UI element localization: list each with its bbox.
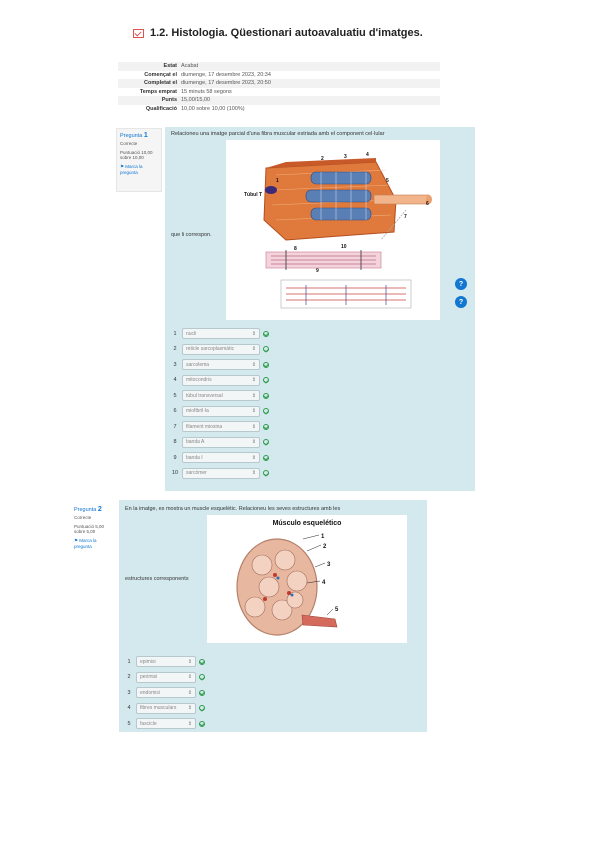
- correct-check-icon: [199, 659, 205, 665]
- select-arrow-icon: ⇕: [251, 361, 256, 368]
- svg-text:6: 6: [426, 201, 429, 207]
- select-arrow-icon: ⇕: [251, 330, 256, 337]
- answer-number: 5: [127, 720, 131, 727]
- correct-check-icon: [199, 721, 205, 727]
- answer-row: [170, 388, 269, 404]
- answer-number: 8: [173, 439, 177, 446]
- answer-number: 1: [173, 330, 177, 337]
- question-state: Correcte: [74, 515, 92, 520]
- answer-number: 3: [173, 361, 177, 368]
- answer-row: [170, 450, 269, 466]
- answer-row: [170, 373, 269, 389]
- correct-check-icon: [263, 470, 269, 476]
- answer-row: [124, 716, 205, 732]
- correct-check-icon: [263, 424, 269, 430]
- answer-row: [170, 466, 269, 482]
- svg-text:1: 1: [321, 534, 325, 540]
- summary-label: Temps emprat: [139, 88, 177, 95]
- summary-label: Començat el: [144, 71, 177, 78]
- question-2-answers: [124, 654, 205, 732]
- summary-label: Completat el: [143, 80, 177, 86]
- correct-check-icon: [263, 362, 269, 368]
- answer-select[interactable]: mitocondris ⇕: [182, 375, 260, 386]
- summary-value: 10,00 sobre 10,00 (100%): [181, 105, 245, 112]
- answer-number: 4: [173, 377, 177, 384]
- answer-select[interactable]: túbul transversal ⇕: [182, 390, 260, 401]
- summary-label: Punts: [161, 97, 177, 103]
- flag-question-link[interactable]: ⚑ Marca la pregunta: [74, 538, 97, 549]
- svg-text:8: 8: [294, 246, 297, 252]
- help-button[interactable]: ?: [455, 278, 467, 290]
- summary-value: 15 minuts 58 segons: [181, 88, 232, 95]
- flag-question-link[interactable]: ⚑ Marca la pregunta: [120, 164, 143, 175]
- answer-row: [170, 404, 269, 420]
- summary-value: 15,00/15,00: [181, 97, 211, 103]
- info-button[interactable]: ?: [455, 296, 467, 308]
- page-title: 1.2. Histologia. Qüestionari autoavaluatiu d'imatges.: [133, 27, 423, 39]
- answer-select[interactable]: sarcòmer ⇕: [182, 468, 260, 479]
- question-1-text: Relacioneu una imatge parcial d'una fibra muscular estriada amb el component cel·lular: [171, 131, 385, 137]
- question-number: Pregunta 2: [74, 506, 102, 513]
- correct-check-icon: [263, 377, 269, 383]
- answer-number: 1: [127, 658, 131, 665]
- question-state: Correcte: [120, 141, 138, 146]
- svg-text:1: 1: [276, 178, 279, 184]
- answer-row: [170, 342, 269, 358]
- answer-row: [170, 357, 269, 373]
- svg-text:3: 3: [344, 154, 347, 160]
- correct-check-icon: [263, 331, 269, 337]
- select-arrow-icon: ⇕: [251, 439, 256, 446]
- svg-text:Túbul T: Túbul T: [244, 192, 263, 198]
- attempt-summary: [118, 62, 440, 113]
- answer-row: [124, 701, 205, 717]
- select-arrow-icon: ⇕: [187, 658, 192, 665]
- select-arrow-icon: ⇕: [251, 454, 256, 461]
- muscle-fiber-figure: [226, 140, 440, 320]
- answer-select[interactable]: epimisi ⇕: [136, 656, 196, 667]
- skeletal-muscle-figure: [207, 515, 407, 643]
- summary-label: Estat: [163, 63, 177, 69]
- svg-text:5: 5: [335, 607, 339, 613]
- select-arrow-icon: ⇕: [187, 720, 192, 727]
- answer-number: 5: [173, 392, 177, 399]
- answer-select[interactable]: sarcolema ⇕: [182, 359, 260, 370]
- answer-select[interactable]: fibres musculars ⇕: [136, 703, 196, 714]
- answer-number: 7: [173, 423, 177, 430]
- muscle-fiber-svg: [226, 140, 440, 320]
- answer-row: [124, 670, 205, 686]
- answer-select[interactable]: banda I ⇕: [182, 452, 260, 463]
- select-arrow-icon: ⇕: [251, 346, 256, 353]
- email-icon: [133, 29, 144, 38]
- answer-select[interactable]: banda A ⇕: [182, 437, 260, 448]
- answer-select[interactable]: perimisi ⇕: [136, 672, 196, 683]
- answer-row: [170, 419, 269, 435]
- answer-number: 9: [173, 454, 177, 461]
- answer-row: [124, 685, 205, 701]
- answer-row: [170, 435, 269, 451]
- correct-check-icon: [199, 674, 205, 680]
- answer-select[interactable]: nucli ⇕: [182, 328, 260, 339]
- correct-check-icon: [263, 408, 269, 414]
- svg-text:10: 10: [341, 244, 347, 250]
- question-grade: Puntuació 10,00 sobre 10,00: [120, 150, 153, 160]
- select-arrow-icon: ⇕: [251, 470, 256, 477]
- correct-check-icon: [263, 346, 269, 352]
- svg-text:7: 7: [404, 214, 407, 220]
- answer-number: 4: [127, 705, 131, 712]
- svg-text:4: 4: [322, 580, 326, 586]
- answer-number: 2: [173, 346, 177, 353]
- select-arrow-icon: ⇕: [251, 408, 256, 415]
- question-2-info: [70, 502, 116, 566]
- figure-title: Músculo esquelético: [272, 520, 342, 527]
- skeletal-muscle-svg: [207, 515, 407, 643]
- correct-check-icon: [199, 690, 205, 696]
- question-number: Pregunta 1: [120, 132, 148, 139]
- summary-value: diumenge, 17 desembre 2023, 20:50: [181, 80, 271, 86]
- question-1-text-cont: que li correspon.: [171, 232, 212, 238]
- answer-select[interactable]: reticle sarcoplasmàtic ⇕: [182, 344, 260, 355]
- answer-select[interactable]: fascicle ⇕: [136, 718, 196, 729]
- summary-label: Qualificació: [145, 105, 177, 112]
- summary-value: diumenge, 17 desembre 2023, 20:34: [181, 71, 271, 78]
- answer-select[interactable]: filament miosina ⇕: [182, 421, 260, 432]
- select-arrow-icon: ⇕: [251, 423, 256, 430]
- select-arrow-icon: ⇕: [187, 705, 192, 712]
- svg-text:4: 4: [366, 152, 369, 158]
- answer-number: 10: [171, 470, 179, 477]
- select-arrow-icon: ⇕: [251, 392, 256, 399]
- correct-check-icon: [199, 705, 205, 711]
- summary-value: Acabat: [181, 63, 199, 69]
- answer-number: 3: [127, 689, 131, 696]
- select-arrow-icon: ⇕: [187, 689, 192, 696]
- question-2-text-cont: estructures corresponents: [125, 576, 189, 582]
- answer-select[interactable]: miofibril·la ⇕: [182, 406, 260, 417]
- question-2-text: En la imatge, es mostra un muscle esquelètic. Relacioneu les seves estructures amb les: [125, 506, 341, 512]
- answer-select[interactable]: endomisi ⇕: [136, 687, 196, 698]
- question-1-info: [116, 128, 162, 192]
- answer-number: 2: [127, 674, 131, 681]
- correct-check-icon: [263, 455, 269, 461]
- select-arrow-icon: ⇕: [251, 377, 256, 384]
- answer-row: [170, 326, 269, 342]
- svg-text:9: 9: [316, 268, 319, 274]
- svg-text:3: 3: [327, 562, 331, 568]
- answer-number: 6: [173, 408, 177, 415]
- svg-text:2: 2: [321, 156, 324, 162]
- svg-text:5: 5: [386, 178, 389, 184]
- answer-row: [124, 654, 205, 670]
- svg-text:2: 2: [323, 544, 327, 550]
- correct-check-icon: [263, 439, 269, 445]
- select-arrow-icon: ⇕: [187, 674, 192, 681]
- question-1-answers: [170, 326, 269, 481]
- correct-check-icon: [263, 393, 269, 399]
- question-grade: Puntuació 5,00 sobre 5,00: [74, 524, 105, 534]
